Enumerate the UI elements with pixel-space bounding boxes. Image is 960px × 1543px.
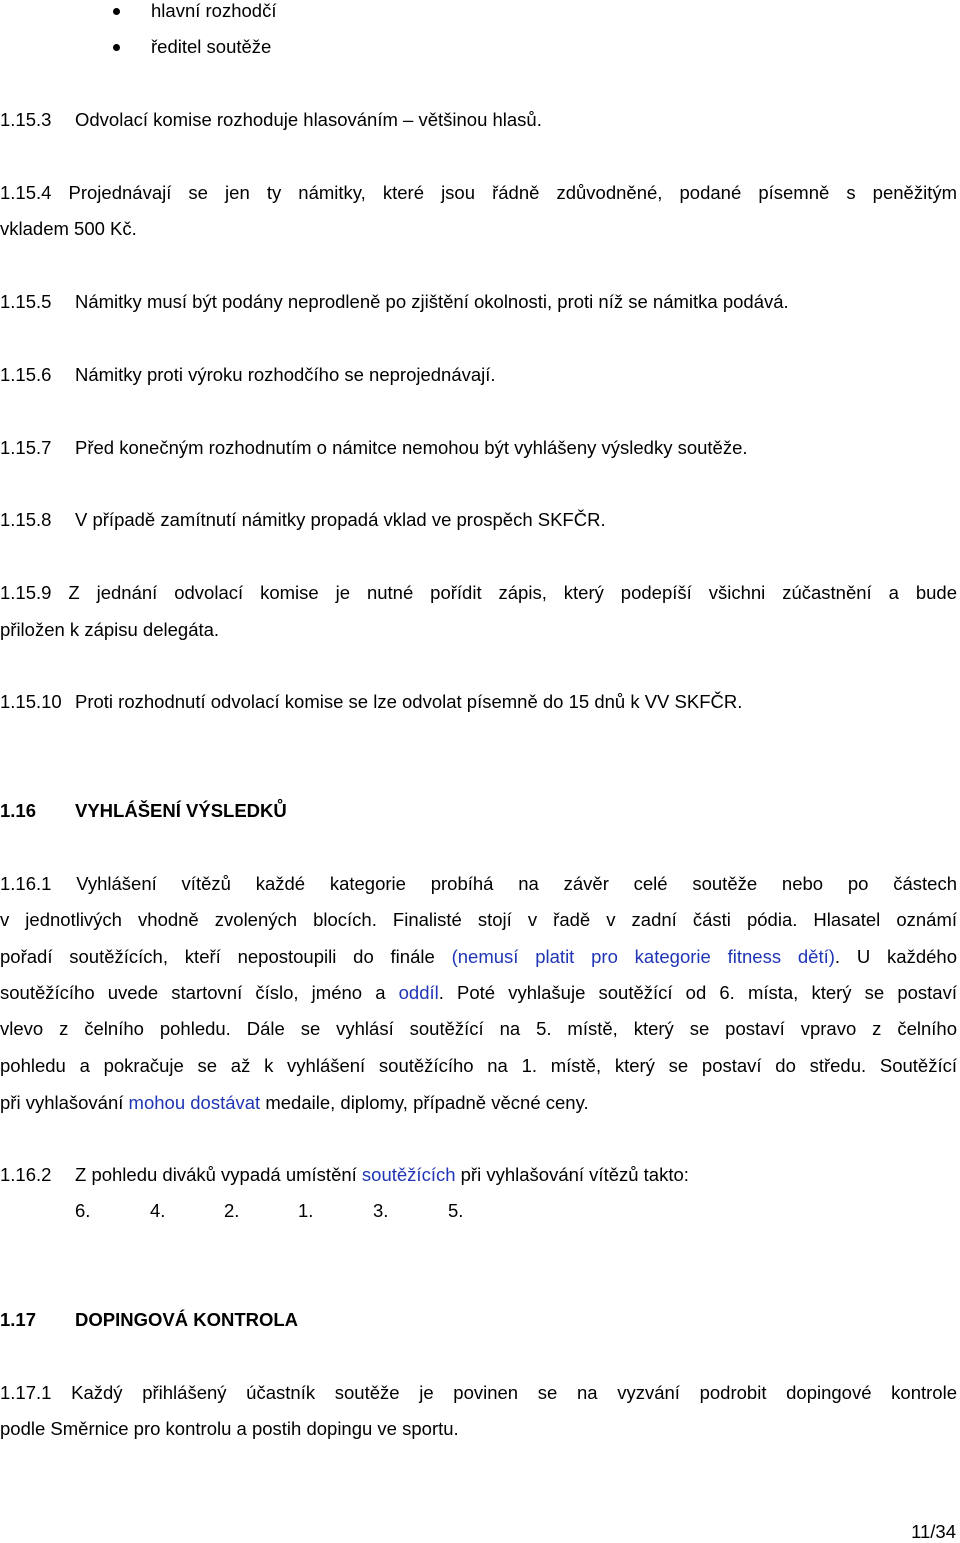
- section-text: Před konečným rozhodnutím o námitce nemohou být vyhlášeny výsledky soutěže.: [75, 437, 748, 458]
- section-number: 1.16.2: [0, 1164, 52, 1185]
- section-number: 1.15.8: [0, 509, 52, 530]
- section-number: 1.15.5: [0, 291, 52, 312]
- section-number: 1.15.3: [0, 109, 52, 130]
- text-run: medaile, diplomy, případně věcné ceny.: [260, 1092, 589, 1113]
- heading-1-17: [0, 1309, 299, 1331]
- list-item-label: hlavní rozhodčí: [151, 0, 277, 21]
- section-1-15-9-line2: přiložen k zápisu delegáta.: [0, 619, 220, 640]
- section-text: Námitky musí být podány neprodleně po zjištění okolnosti, proti níž se námitka podává.: [75, 291, 789, 312]
- section-text: Proti rozhodnutí odvolací komise se lze odvolat písemně do 15 dnů k VV SKFČR.: [75, 691, 743, 712]
- text-run: soutěžícího uvede startovní číslo, jméno a: [0, 982, 399, 1003]
- section-1-16-1-line7: [0, 1092, 957, 1114]
- section-number: 1.15.10: [0, 691, 62, 712]
- heading-number: 1.16: [0, 800, 37, 821]
- text-run: . Poté vyhlašuje soutěžící od 6. místa, který se postaví: [438, 982, 957, 1003]
- placement-order-item: 5.: [448, 1200, 464, 1221]
- list-item-label: ředitel soutěže: [151, 36, 272, 57]
- placement-order-item: 2.: [224, 1200, 240, 1221]
- section-1-17-1-line1: 1.17.1 Každý přihlášený účastník soutěže je povinen se na vyzvání podrobit dopingové kontrole: [0, 1382, 957, 1403]
- section-number: 1.15.6: [0, 364, 52, 385]
- section-1-15-4-line1: 1.15.4 Projednávají se jen ty námitky, které jsou řádně zdůvodněné, podané písemně s peněžitým: [0, 182, 957, 203]
- page-number: 11/34: [911, 1521, 956, 1542]
- placement-order-item: 3.: [373, 1200, 389, 1221]
- heading-title: DOPINGOVÁ KONTROLA: [75, 1309, 299, 1330]
- text-run: Z pohledu diváků vypadá umístění: [75, 1164, 362, 1185]
- text-run: . U každého: [834, 946, 957, 967]
- placement-order-item: 1.: [298, 1200, 314, 1221]
- section-1-16-1-line3: [0, 946, 957, 968]
- section-1-16-1-line5: vlevo z čelního pohledu. Dále se vyhlásí soutěžící na 5. místě, který se postaví vpravo z čelního: [0, 1018, 957, 1039]
- section-1-17-1-line2: podle Směrnice pro kontrolu a postih dopingu ve sportu.: [0, 1418, 459, 1439]
- text-run: při vyhlašování: [0, 1092, 129, 1113]
- bullet-icon: [113, 44, 120, 51]
- bullet-icon: [113, 8, 120, 15]
- section-text: [75, 1164, 689, 1186]
- section-1-16-1-line4: [0, 982, 957, 1004]
- section-1-16-1-line6: pohledu a pokračuje se až k vyhlášení soutěžícího na 1. místě, který se postaví do středu. Soutěžící: [0, 1055, 957, 1076]
- highlighted-text: soutěžících: [361, 1164, 456, 1185]
- section-1-16-1-line2: v jednotlivých vhodně zvolených blocích. Finalisté stojí v řadě v zadní části pódia. Hlasatel oznámí: [0, 909, 957, 930]
- placement-order-item: 4.: [150, 1200, 166, 1221]
- section-1-15-4-line2: vkladem 500 Kč.: [0, 218, 137, 239]
- text-run: při vyhlašování vítězů takto:: [455, 1164, 689, 1185]
- highlighted-text: mohou dostávat: [128, 1092, 261, 1113]
- section-text: Odvolací komise rozhoduje hlasováním – většinou hlasů.: [75, 109, 542, 130]
- section-text: Námitky proti výroku rozhodčího se neprojednávají.: [75, 364, 496, 385]
- section-1-15-9-line1: 1.15.9 Z jednání odvolací komise je nutné pořídit zápis, který podepíší všichni zúčastnění a bude: [0, 582, 957, 603]
- section-number: 1.15.7: [0, 437, 52, 458]
- placement-order-item: 6.: [75, 1200, 91, 1221]
- highlighted-text: (nemusí platit pro kategorie fitness dětí): [451, 946, 835, 967]
- text-run: pořadí soutěžících, kteří nepostoupili do finále: [0, 946, 452, 967]
- heading-title: VYHLÁŠENÍ VÝSLEDKŮ: [75, 800, 287, 821]
- heading-number: 1.17: [0, 1309, 37, 1330]
- section-1-16-1-line1: 1.16.1 Vyhlášení vítězů každé kategorie probíhá na závěr celé soutěže nebo po částech: [0, 873, 957, 894]
- section-text: V případě zamítnutí námitky propadá vklad ve prospěch SKFČR.: [75, 509, 606, 530]
- heading-1-16: [0, 800, 287, 822]
- highlighted-text: oddíl: [398, 982, 439, 1003]
